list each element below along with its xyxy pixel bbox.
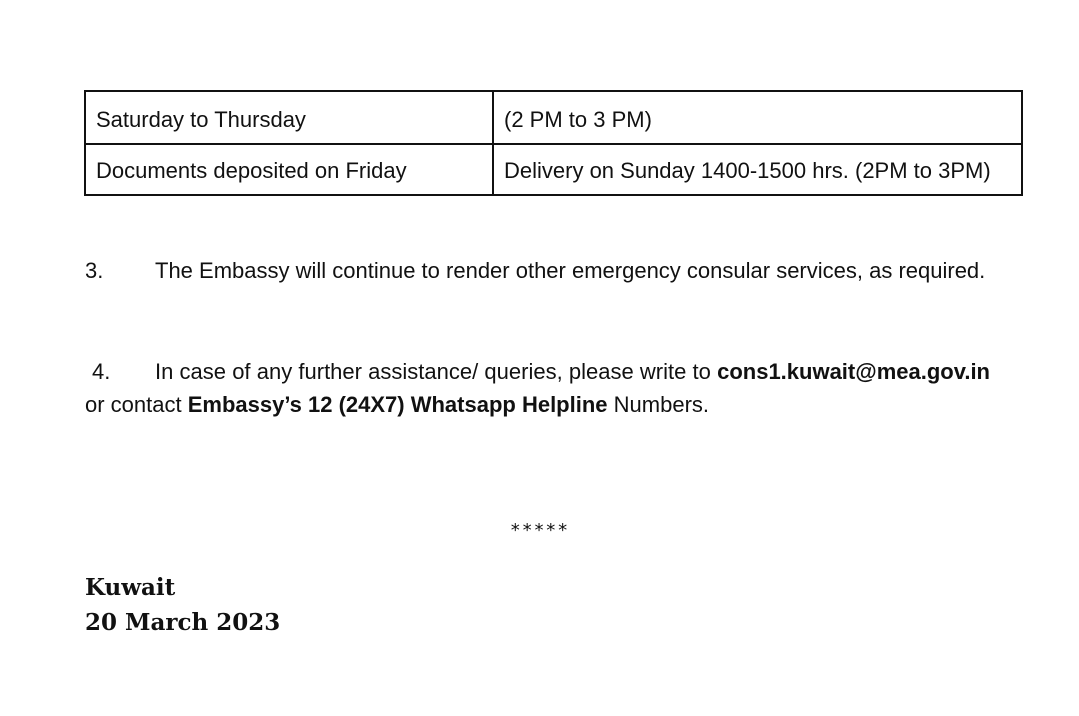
table-cell-time: Delivery on Sunday 1400-1500 hrs. (2PM to 3PM)	[493, 144, 1022, 195]
paragraph-3	[85, 254, 990, 287]
whatsapp-helpline: Embassy’s 12 (24X7) Whatsapp Helpline	[187, 392, 608, 417]
table-cell-days: Saturday to Thursday	[85, 91, 493, 144]
paragraph-text-before: In case of any further assistance/ queries, please write to	[155, 359, 711, 384]
signature-date: 20 March 2023	[85, 609, 281, 636]
signature-place: Kuwait	[85, 574, 176, 601]
paragraph-text-middle: or contact	[85, 392, 182, 417]
table-cell-days: Documents deposited on Friday	[85, 144, 493, 195]
paragraph-number: 3.	[85, 258, 104, 283]
table-cell-time: (2 PM to 3 PM)	[493, 91, 1022, 144]
paragraph-4	[85, 355, 990, 421]
table-row	[85, 91, 1022, 144]
paragraph-number: 4.	[92, 359, 111, 384]
paragraph-text-after: Numbers.	[613, 392, 710, 417]
delivery-schedule-table	[84, 90, 1023, 196]
table-row	[85, 144, 1022, 195]
paragraph-text: The Embassy will continue to render other emergency consular services, as required.	[155, 258, 986, 283]
contact-email: cons1.kuwait@mea.gov.in	[717, 359, 990, 384]
section-separator: *****	[509, 520, 570, 541]
